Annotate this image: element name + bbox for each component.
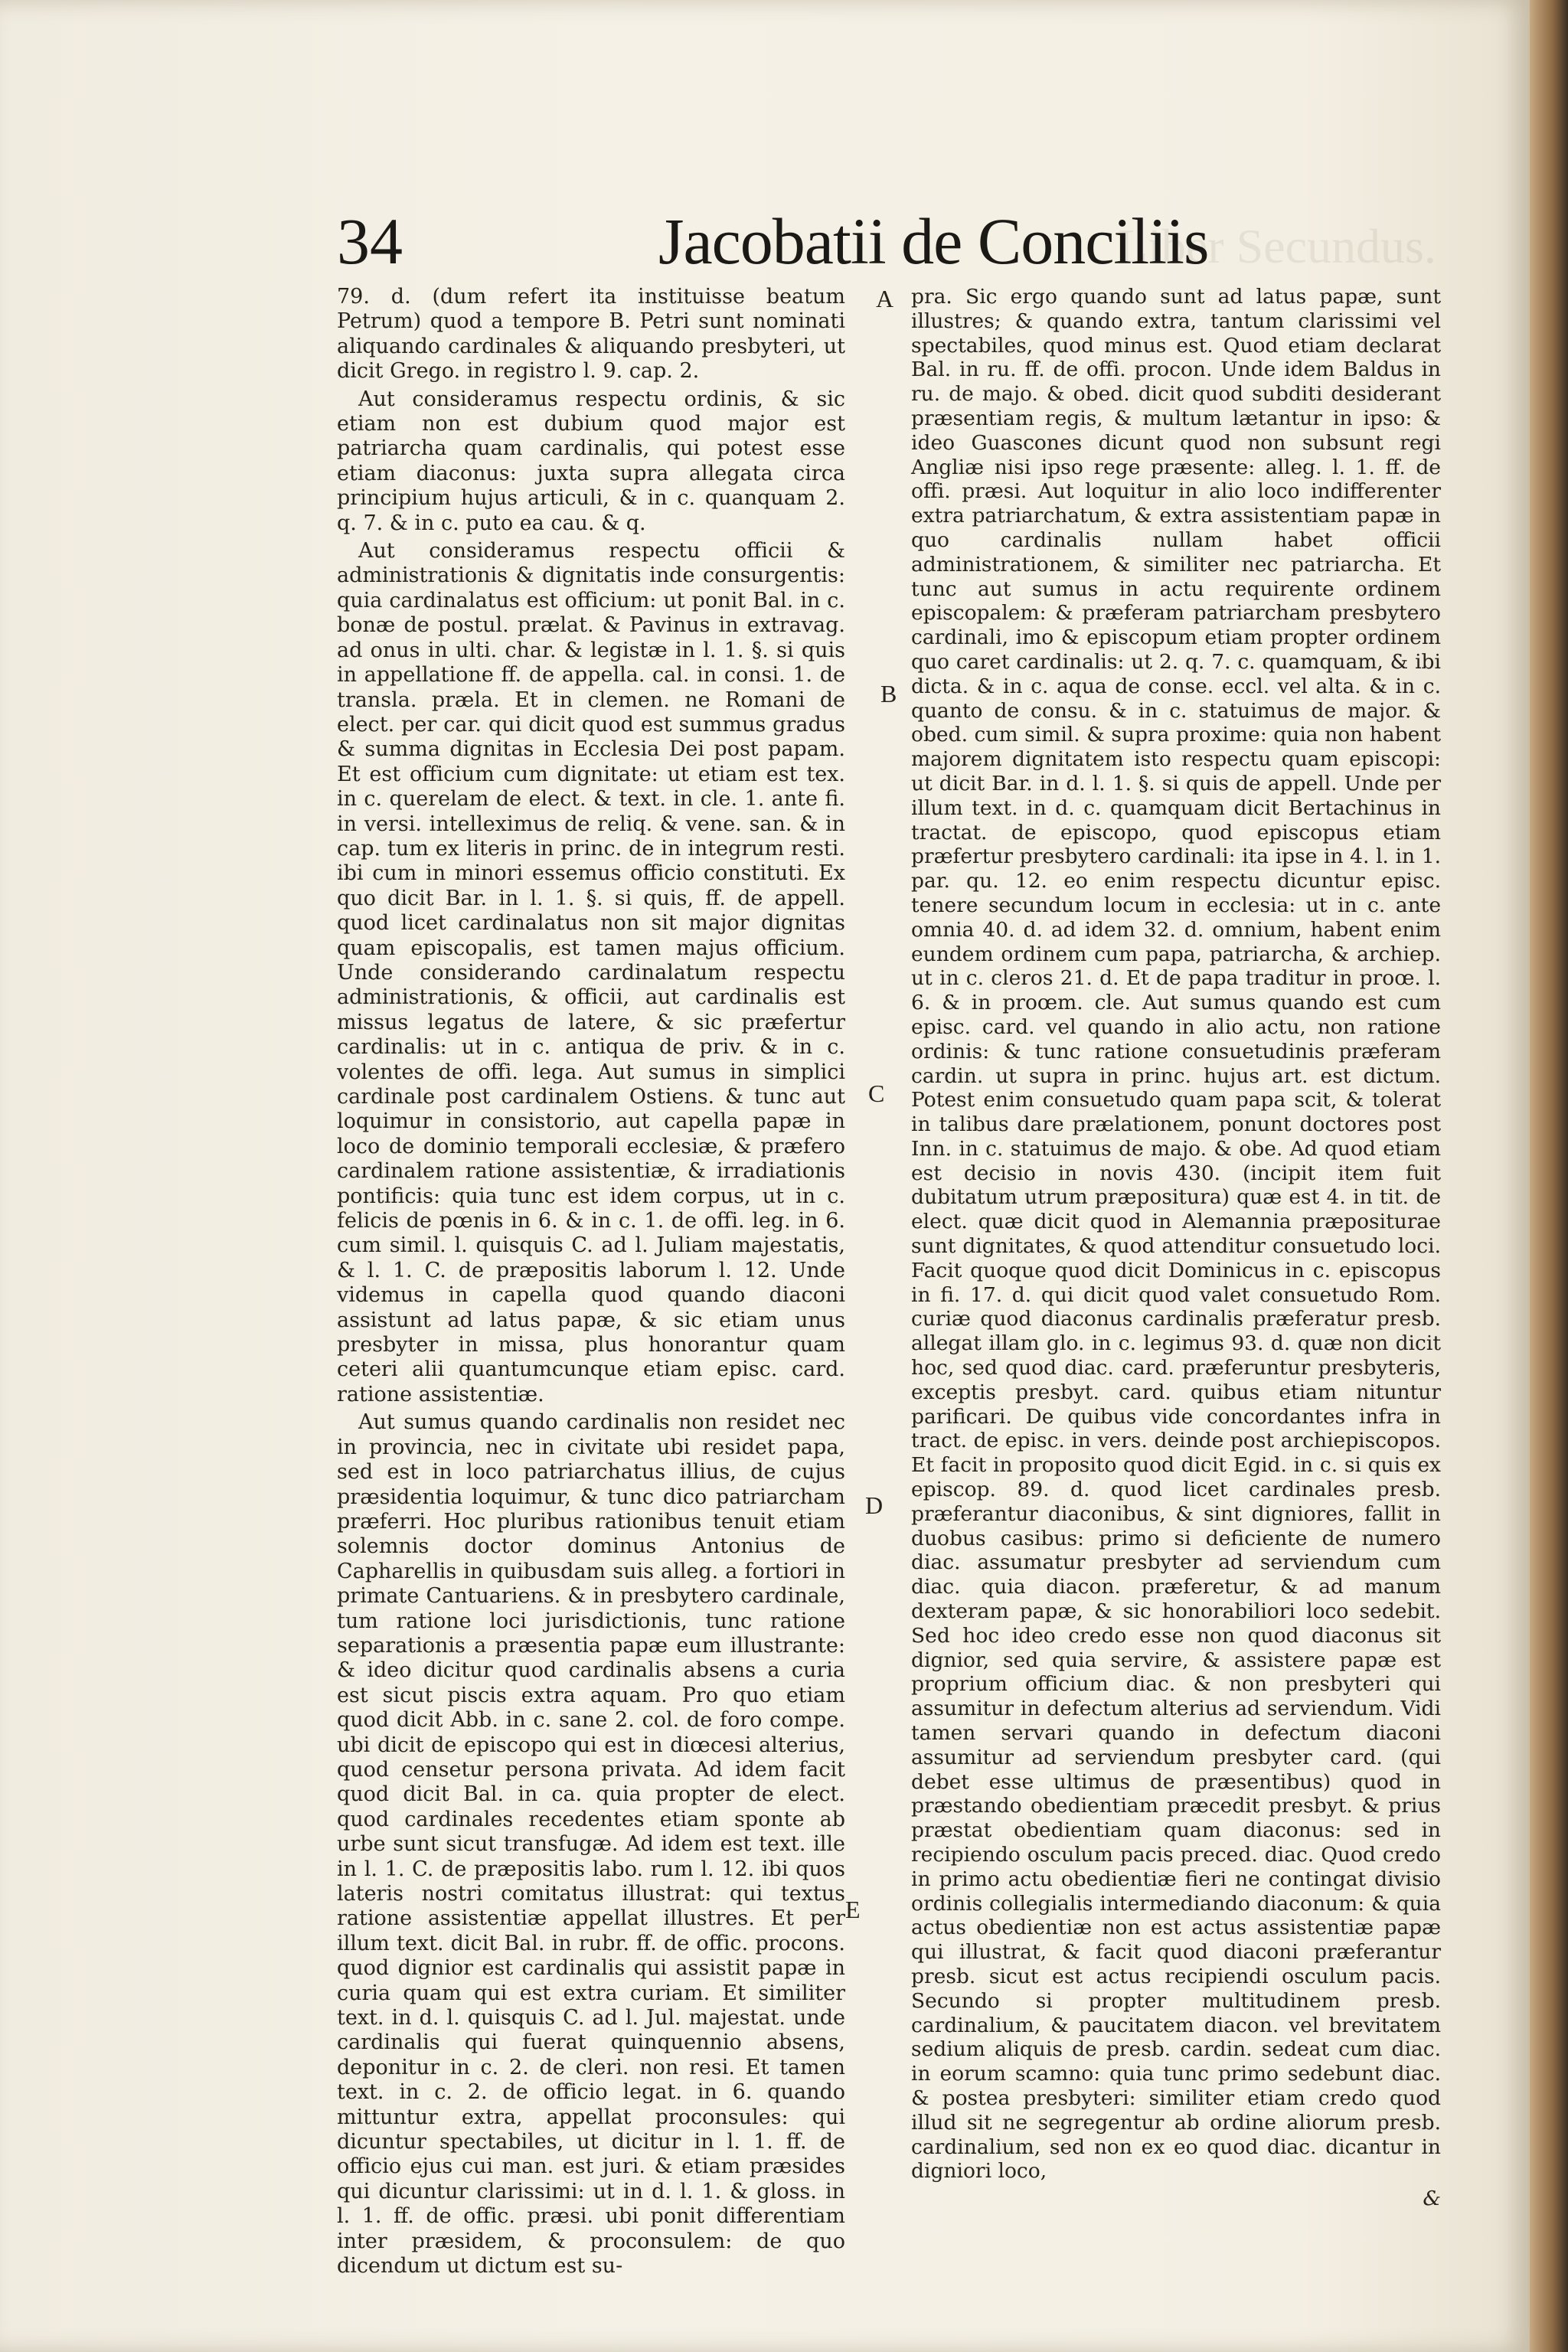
- paragraph: Aut consideramus respectu officii & administrationis & dignitatis inde consurgentis: quia cardinalatus est officium: ut ponit Bal. in c. bonæ de postul. prælat. & Pavinus in extravag. ad onus in ulti. char. & legistæ in l. 1. §. si quis in appellatione ff. de appella. cal. in consi. 1. de transla. præla. Et in clemen. ne Romani de elect. per car. qui dicit quod est summus gradus & summa dignitas in Ecclesia Dei post papam. Et est officium cum dignitate: ut etiam est tex. in c. querelam de elect. & text. in cle. 1. ante fi. in versi. intelleximus de reliq. & vene. san. & in cap. tum ex literis in princ. de in integrum resti. ibi cum in minori essemus officio constituti. Ex quo dicit Bar. in l. 1. §. si quis, ff. de appell. quod licet cardinalatus non sit major dignitas quam episcopalis, est tamen majus officium. Unde considerando cardinalatum respectu administrationis, & officii, aut cardinalis est missus legatus de latere, & sic præfertur cardinalis: ut in c. antiqua de priv. & in c. volentes de offi. lega. Aut sumus in simplici cardinale post cardinalem Ostiens. & tunc aut loquimur in consistorio, aut capella papæ in loco de dominio temporali ecclesiæ, & præfero cardinalem ratione assistentiæ, & irradiationis pontificis: quia tunc est idem corpus, ut in c. felicis de pœnis in 6. & in c. 1. de offi. leg. in 6. cum simil. l. quisquis C. ad l. Juliam majestatis, & l. 1. C. de præpositis laborum l. 12. Unde videmus in capella quod quando diaconi assistunt ad latus papæ, & sic etiam unus presbyter in missa, plus honorantur quam ceteri alii quantumcunque etiam episc. card. ratione assistentiæ.: [337, 539, 845, 1406]
- right-column: [911, 285, 1441, 2214]
- margin-marker-c: C: [868, 1080, 885, 1107]
- paragraph: 79. d. (dum refert ita instituisse beatum Petrum) quod a tempore B. Petri sunt nominati aliquando cardinales & aliquando presbyteri, ut dicit Grego. in registro l. 9. cap. 2.: [337, 285, 845, 384]
- bleed-through-text: Liber Secundus.: [1118, 219, 1436, 273]
- paragraph: pra. Sic ergo quando sunt ad latus papæ, sunt illustres; & quando extra, tantum clarissimi vel spectabiles, quod minus est. Quod etiam declarat Bal. in ru. ff. de offi. procon. Unde idem Baldus in ru. de majo. & obed. dicit quod subditi desiderant præsentiam regis, & multum lætantur in ipso: & ideo Guascones dicunt quod non subsunt regi Angliæ nisi ipso rege præsente: alleg. l. 1. ff. de offi. præsi. Aut loquitur in alio loco indifferenter extra patriarchatum, & extra assistentiam papæ in quo cardinalis nullam habet officii administrationem, & similiter nec patriarcha. Et tunc aut sumus in actu requirente ordinem episcopalem: & præferam patriarcham presbytero cardinali, imo & episcopum etiam propter ordinem quo caret cardinalis: ut 2. q. 7. c. quamquam, & ibi dicta. & in c. aqua de conse. eccl. vel alta. & in c. quanto de consu. & in c. statuimus de major. & obed. cum simil. & supra proxime: quia non habent majorem dignitatem isto respectu quam episcopi: ut dicit Bar. in d. l. 1. §. si quis de appell. Unde per illum text. in d. c. quamquam dicit Bertachinus in tractat. de episcopo, quod episcopus etiam præfertur presbytero cardinali: ita ipse in 4. l. in 1. par. qu. 12. eo enim respectu dicuntur episc. tenere secundum locum in ecclesia: ut in c. ante omnia 40. d. ad idem 32. d. omnium, habent enim eundem ordinem cum papa, patriarcha, & archiep. ut in c. cleros 21. d. Et de papa traditur in proœ. l. 6. & in proœm. cle. Aut sumus quando est cum episc. card. vel quando in alio actu, non ratione ordinis: & tunc ratione consuetudinis præferam cardin. ut supra in princ. hujus art. est dictum. Potest enim consuetudo quam papa scit, & tolerat in talibus dare prælationem, ponunt doctores post Inn. in c. statuimus de majo. & obe. Ad quod etiam est decisio in novis 430. (incipit item fuit dubitatum utrum præpositura) quæ est 4. in tit. de elect. quæ dicit quod in Alemannia præpositurae sunt dignitates, & quod attenditur consuetudo loci. Facit quoque quod dicit Dominicus in c. episcopus in fi. 17. d. qui dicit quod valet consuetudo Rom. curiæ quod diaconus cardinalis præferatur presb. allegat illam glo. in c. legimus 93. d. quæ non dicit hoc, sed quod diac. card. præferuntur presbyteris, exceptis presbyt. card. quibus etiam nituntur parificari. De quibus vide concordantes infra in tract. de episc. in vers. deinde post archiepiscopos. Et facit in proposito quod dicit Egid. in c. si quis ex episcop. 89. d. quod licet cardinales presb. præferantur diaconibus, & sint digniores, fallit in duobus casibus: primo si deficiente de numero diac. assumatur presbyter ad serviendum cum diac. quia diacon. præferetur, & ad manum dexteram papæ, & sic honorabiliori loco sedebit. Sed hoc ideo credo esse non quod diaconus sit dignior, sed quia servire, & assistere papæ est proprium officium diac. & non presbyteri qui assumitur in defectum alterius ad serviendum. Vidi tamen servari quando in defectum diaconi assumitur ad serviendum presbyter card. (qui debet esse ultimus de præsentibus) quod in præstando obedientiam præcedit presbyt. & prius præstat obedientiam quam diaconus: sed in recipiendo osculum pacis preced. diac. Quod credo in primo actu obedientiæ fieri ne contingat divisio ordinis collegialis intermediando diaconum: & quia actus obedientiæ non est actus assistentiæ papæ qui illustrat, & facit quod diaconi præferantur presb. sicut est actus recipiendi osculum pacis. Secundo si propter multitudinem presb. cardinalium, & paucitatem diacon. vel brevitatem sedium aliquis de presb. cardin. sedeat cum diac. in eorum scamno: quia tunc primo sedebunt diac. & postea presbyteri: similiter etiam credo quod illud sit ne segregentur ab ordine aliorum presb. cardinalium, sed non ex eo quod diac. dicantur in digniori loco,: [911, 285, 1441, 2184]
- paragraph: Aut sumus quando cardinalis non residet nec in provincia, nec in civitate ubi residet papa, sed est in loco patriarchatus illius, de cujus præsidentia loquimur, & tunc dico patriarcham præferri. Hoc pluribus rationibus tenuit etiam solemnis doctor dominus Antonius de Capharellis in quibusdam suis alleg. a fortiori in primate Cantuariens. & in presbytero cardinale, tum ratione loci jurisdictionis, tunc ratione separationis a præsentia papæ eum illustrante: & ideo dicitur quod cardinalis absens a curia est sicut piscis extra aquam. Pro quo etiam quod dicit Abb. in c. sane 2. col. de foro compe. ubi dicit de episcopo qui est in diœcesi alterius, quod censetur persona privata. Ad idem facit quod dicit Bal. in ca. quia propter de elect. quod cardinales recedentes etiam sponte ab urbe sunt sicut transfugæ. Ad idem est text. ille in l. 1. C. de præpositis labo. rum l. 12. ibi quos lateris nostri comitatus illustrat: qui textus ratione assistentiæ appellat illustres. Et per illum text. dicit Bal. in rubr. ff. de offic. procons. quod dignior est cardinalis qui assistit papæ in curia quam qui est extra curiam. Et similiter text. in d. l. quisquis C. ad l. Jul. majestat. unde cardinalis qui fuerat quinquennio absens, deponitur in c. 2. de cleri. non resi. Et tamen text. in c. 2. de officio legat. in 6. quando mittuntur extra, appellat proconsules: qui dicuntur spectabiles, ut dicitur in l. 1. ff. de officio ejus cui man. est juri. & etiam præsides qui dicuntur clarissimi: ut in d. l. 1. & gloss. in l. 1. ff. de offic. præsi. ubi ponit differentiam inter præsidem, & proconsulem: de quo dicendum ut dictum est su-: [337, 1410, 845, 2278]
- page-header: [337, 199, 1485, 283]
- left-column: [337, 285, 845, 2282]
- page-number: 34: [337, 204, 403, 278]
- paragraph: Aut consideramus respectu ordinis, & sic etiam non est dubium quod major est patriarcha quam cardinalis, qui potest esse etiam diaconus: juxta supra allegata circa principium hujus articuli, & in c. quanquam 2. q. 7. & in c. puto ea cau. & q.: [337, 387, 845, 535]
- margin-marker-b: B: [880, 680, 897, 707]
- margin-marker-e: E: [845, 1896, 861, 1923]
- running-title: Jacobatii de Conciliis: [658, 204, 1209, 278]
- margin-marker-d: D: [865, 1491, 884, 1519]
- page-edge: [1530, 0, 1568, 2352]
- margin-marker-a: A: [876, 285, 894, 312]
- catchword: &: [1423, 2187, 1441, 2211]
